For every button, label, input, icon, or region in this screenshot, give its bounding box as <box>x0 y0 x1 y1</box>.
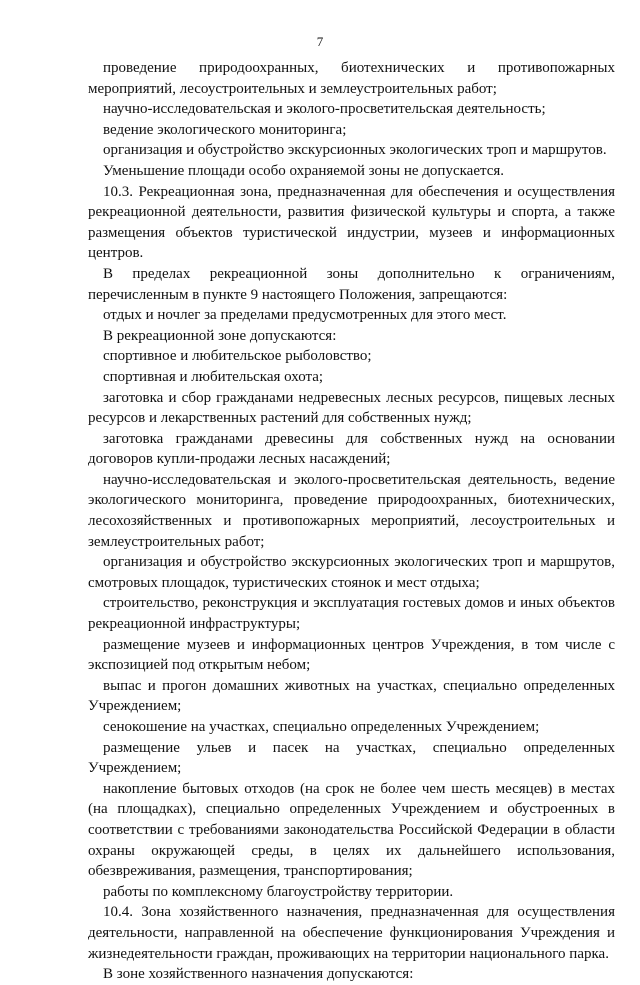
paragraph-24: В зоне хозяйственного назначения допускаются: <box>103 966 414 983</box>
paragraph-11: спортивная и любительская охота; <box>103 368 324 385</box>
paragraph-20: размещение ульев и пасек на участках, специально определенных Учреждением; <box>88 739 615 777</box>
paragraph-3: ведение экологического мониторинга; <box>103 121 347 138</box>
paragraph-4: организация и обустройство экскурсионных экологических троп и маршрутов. <box>103 142 607 159</box>
paragraph-13: заготовка гражданами древесины для собственных нужд на основании договоров купли-продажи лесных насаждений; <box>88 430 615 468</box>
paragraph-14: научно-исследовательская и эколого-просветительская деятельность, ведение экологического мониторинга, проведение природоохранных, биотехнических, лесохозяйственных и противопожарных мероприятий, лесоустроительных и землеустроительных работ; <box>88 471 615 550</box>
paragraph-2: научно-исследовательская и эколого-просветительская деятельность; <box>103 101 546 118</box>
paragraph-5: Уменьшение площади особо охраняемой зоны не допускается. <box>103 162 505 179</box>
paragraph-18: выпас и прогон домашних животных на участках, специально определенных Учреждением; <box>88 677 615 715</box>
page-number: 7 <box>316 34 324 49</box>
paragraph-17: размещение музеев и информационных центров Учреждения, в том числе с экспозицией под открытым небом; <box>88 636 615 674</box>
paragraph-10: спортивное и любительское рыболовство; <box>103 348 372 365</box>
paragraph-6: 10.3. Рекреационная зона, предназначенная для обеспечения и осуществления рекреационной деятельности, развития физической культуры и спорта, а также размещения объектов туристической индустрии, музеев и информационных центров. <box>88 183 615 262</box>
paragraph-16: строительство, реконструкция и эксплуатация гостевых домов и иных объектов рекреационной инфраструктуры; <box>88 595 615 633</box>
page-body <box>88 58 615 985</box>
paragraph-9: В рекреационной зоне допускаются: <box>103 327 337 344</box>
paragraph-12: заготовка и сбор гражданами недревесных лесных ресурсов, пищевых лесных ресурсов и лекарственных растений для собственных нужд; <box>88 389 615 427</box>
paragraph-19: сенокошение на участках, специально определенных Учреждением; <box>103 719 540 735</box>
paragraph-21: накопление бытовых отходов (на срок не более чем шесть месяцев) в местах (на площадках), специально определенных Учреждением и обустроенных в соответствии с требованиями законодательства Российской Федерации в области охраны окружающей среды, в целях их дальнейшего использования, обезвреживания, размещения, транспортирования; <box>88 780 615 880</box>
paragraph-23: 10.4. Зона хозяйственного назначения, предназначенная для осуществления деятельности, направленной на обеспечение функционирования Учреждения и жизнедеятельности граждан, проживающих на территории национального парка. <box>88 904 615 962</box>
paragraph-15: организация и обустройство экскурсионных экологических троп и маршрутов, смотровых площадок, туристических стоянок и мест отдыха; <box>88 554 615 591</box>
paragraph-7: В пределах рекреационной зоны дополнительно к ограничениям, перечисленным в пункте 9 настоящего Положения, запрещаются: <box>88 265 615 303</box>
paragraph-8: отдых и ночлег за пределами предусмотренных для этого мест. <box>103 307 507 324</box>
paragraph-1: проведение природоохранных, биотехнических и противопожарных мероприятий, лесоустроительных и землеустроительных работ; <box>88 60 615 97</box>
paragraph-22: работы по комплексному благоустройству территории. <box>103 883 454 900</box>
